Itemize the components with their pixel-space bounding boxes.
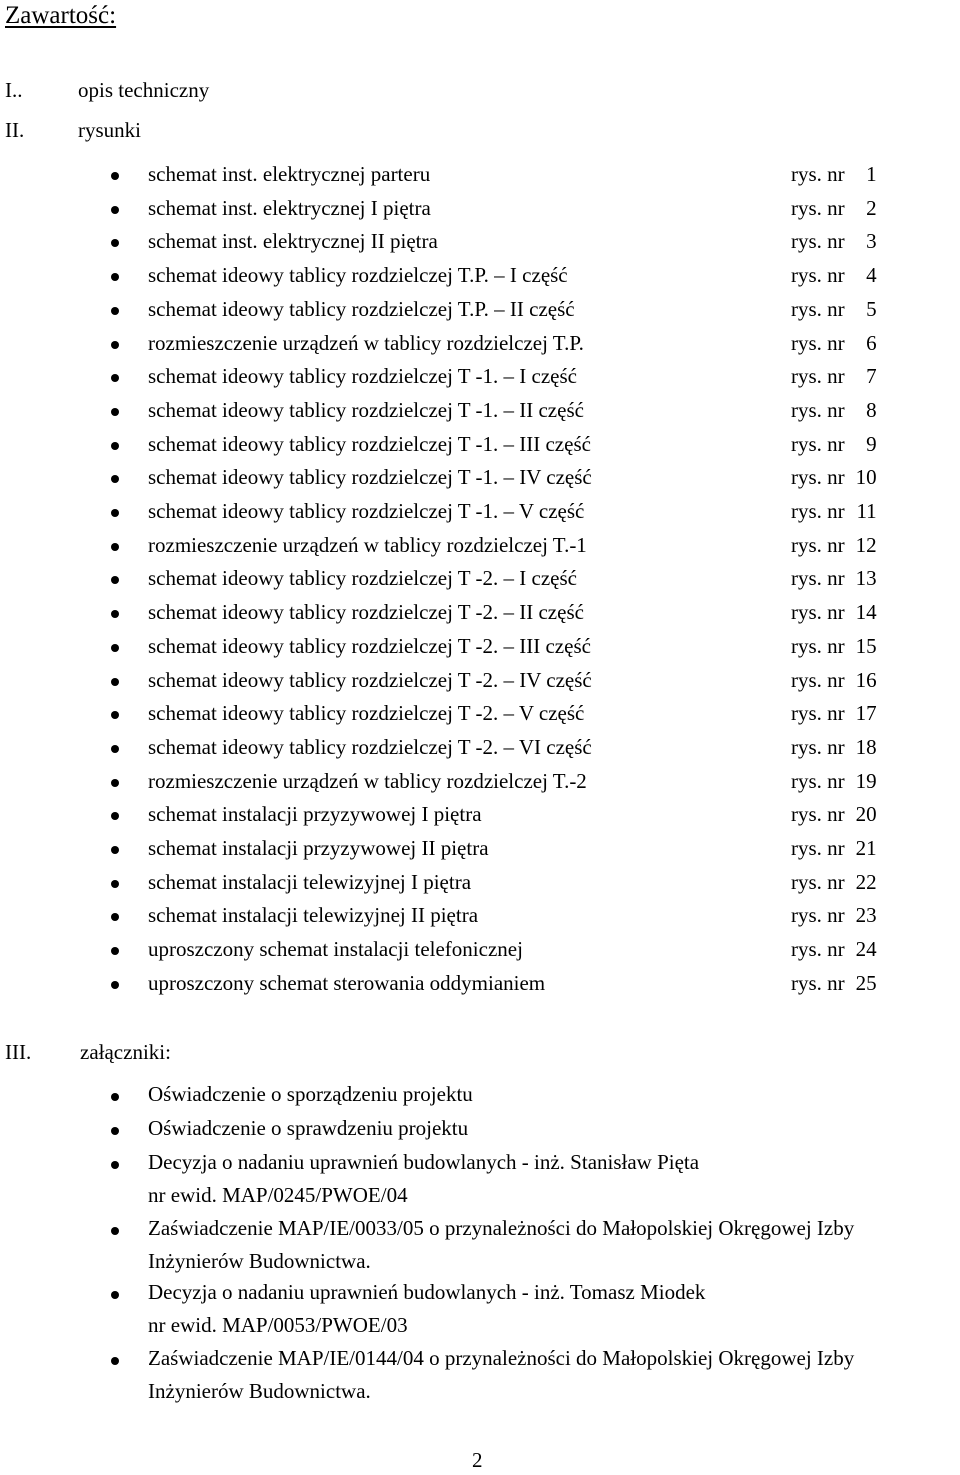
drawing-number: 11 (856, 499, 877, 523)
drawing-list-item (0, 799, 960, 829)
drawing-reference (791, 766, 877, 796)
section-1-label: opis techniczny (78, 78, 210, 102)
bullet-icon (111, 543, 119, 551)
bullet-icon (111, 947, 119, 955)
drawing-number: 1 (866, 162, 877, 186)
section-3-number: III. (5, 1040, 32, 1064)
drawing-list-item (0, 260, 960, 290)
bullet-icon (111, 307, 119, 315)
attachment-text-line: Zaświadczenie MAP/IE/0144/04 o przynależności do Małopolskiej Okręgowej Izby (148, 1346, 855, 1370)
drawing-list-item (0, 597, 960, 627)
drawing-list-item (0, 193, 960, 223)
bullet-icon (111, 711, 119, 719)
drawing-reference (791, 294, 877, 324)
attachment-text-line: nr ewid. MAP/0053/PWOE/03 (148, 1313, 408, 1337)
drawing-number: 16 (855, 667, 877, 692)
drawing-reference (791, 226, 877, 256)
bullet-icon (111, 1093, 119, 1101)
drawing-title: rozmieszczenie urządzeń w tablicy rozdzielczej T.P. (148, 330, 584, 355)
drawing-reference (791, 361, 877, 391)
drawing-ref-label: rys. nr (791, 768, 845, 793)
drawing-title: rozmieszczenie urządzeń w tablicy rozdzielczej T.-1 (148, 532, 587, 557)
drawing-number: 6 (866, 330, 877, 355)
bullet-icon (111, 1127, 119, 1135)
drawing-list-item (0, 462, 960, 492)
bullet-icon (111, 206, 119, 214)
bullet-icon (111, 475, 119, 483)
bullet-icon (111, 913, 119, 921)
drawing-title: schemat inst. elektrycznej parteru (148, 162, 431, 186)
section-3-label: załączniki: (80, 1040, 171, 1064)
drawing-ref-label: rys. nr (791, 330, 845, 355)
drawing-title: schemat ideowy tablicy rozdzielczej T -1. – V część (148, 499, 585, 523)
drawing-list-item (0, 900, 960, 930)
page-number: 2 (472, 1448, 483, 1472)
attachment-text-line: Zaświadczenie MAP/IE/0033/05 o przynależności do Małopolskiej Okręgowej Izby (148, 1216, 855, 1240)
attachment-text-line: Decyzja o nadaniu uprawnień budowlanych - inż. Stanisław Pięta (148, 1150, 700, 1174)
attachment-text-line: Oświadczenie o sprawdzeniu projektu (148, 1116, 469, 1140)
drawing-ref-label: rys. nr (791, 162, 845, 186)
bullet-icon (111, 779, 119, 787)
drawing-title: schemat ideowy tablicy rozdzielczej T -2. – IV część (148, 667, 592, 692)
drawing-number: 3 (866, 229, 877, 254)
bullet-icon (111, 644, 119, 652)
bullet-icon (111, 880, 119, 888)
attachment-text-line: Decyzja o nadaniu uprawnień budowlanych - inż. Tomasz Miodek (148, 1280, 706, 1304)
drawing-ref-label: rys. nr (791, 701, 845, 726)
drawing-reference (791, 462, 877, 492)
drawing-ref-label: rys. nr (791, 296, 845, 321)
bullet-icon (111, 1357, 119, 1365)
drawing-reference (791, 429, 877, 459)
bullet-icon (111, 273, 119, 281)
drawing-list-item (0, 934, 960, 964)
bullet-icon (111, 239, 119, 247)
drawing-title: schemat inst. elektrycznej I piętra (148, 195, 431, 220)
bullet-icon (111, 172, 119, 180)
drawing-number: 23 (855, 903, 877, 928)
bullet-icon (111, 576, 119, 584)
drawing-ref-label: rys. nr (791, 364, 845, 389)
drawing-ref-label: rys. nr (791, 802, 845, 827)
drawing-list-item (0, 159, 960, 189)
drawing-list-item (0, 563, 960, 593)
drawing-title: schemat inst. elektrycznej II piętra (148, 229, 438, 254)
drawing-reference (791, 530, 877, 560)
drawing-number: 2 (866, 195, 877, 220)
drawing-title: schemat ideowy tablicy rozdzielczej T -1. – II część (148, 397, 584, 422)
drawing-reference (791, 732, 877, 762)
drawing-number: 15 (855, 633, 877, 658)
drawing-reference (791, 799, 877, 829)
drawing-number: 5 (866, 296, 877, 321)
drawing-reference (791, 159, 877, 189)
drawing-number: 13 (855, 566, 877, 591)
drawing-title: schemat ideowy tablicy rozdzielczej T -1. – III część (148, 431, 591, 456)
drawing-title: uproszczony schemat sterowania oddymianiem (148, 970, 546, 995)
drawing-number: 14 (855, 600, 877, 625)
drawing-list-item (0, 530, 960, 560)
drawing-number: 10 (855, 465, 877, 490)
drawing-ref-label: rys. nr (791, 397, 845, 422)
bullet-icon (111, 408, 119, 416)
drawing-number: 17 (855, 701, 877, 726)
drawing-list-item (0, 496, 960, 526)
drawing-reference (791, 496, 877, 526)
drawing-number: 18 (855, 734, 877, 759)
drawing-title: schemat ideowy tablicy rozdzielczej T -1. – IV część (148, 465, 592, 490)
attachment-text-line: Inżynierów Budownictwa. (148, 1379, 371, 1403)
drawing-ref-label: rys. nr (791, 431, 845, 456)
section-1-number: I.. (5, 78, 23, 102)
drawing-title: schemat ideowy tablicy rozdzielczej T -2. – III część (148, 633, 591, 658)
drawing-title: schemat ideowy tablicy rozdzielczej T -2. – I część (148, 566, 577, 591)
bullet-icon (111, 509, 119, 517)
document-title: Zawartość: (5, 2, 117, 29)
bullet-icon (111, 1227, 119, 1235)
attachment-text-line: Inżynierów Budownictwa. (148, 1249, 371, 1273)
drawing-list-item (0, 631, 960, 661)
drawing-reference (791, 833, 877, 863)
drawing-reference (791, 900, 877, 930)
bullet-icon (111, 981, 119, 989)
drawing-reference (791, 665, 877, 695)
drawing-reference (791, 968, 877, 998)
drawing-number: 12 (855, 532, 877, 557)
drawing-reference (791, 193, 877, 223)
drawing-title: rozmieszczenie urządzeń w tablicy rozdzielczej T.-2 (148, 768, 587, 793)
bullet-icon (111, 374, 119, 382)
drawing-ref-label: rys. nr (791, 937, 845, 962)
drawing-title: schemat ideowy tablicy rozdzielczej T.P. – I część (148, 263, 568, 288)
drawing-list-item (0, 665, 960, 695)
drawing-number: 9 (866, 431, 877, 456)
bullet-icon (111, 1291, 119, 1299)
drawing-ref-label: rys. nr (791, 532, 845, 557)
drawing-ref-label: rys. nr (791, 869, 845, 894)
drawing-title: schemat instalacji przyzywowej I piętra (148, 802, 482, 827)
bullet-icon (111, 846, 119, 854)
drawing-list-item (0, 294, 960, 324)
drawing-ref-label: rys. nr (791, 734, 845, 759)
drawing-number: 25 (855, 970, 877, 995)
drawing-ref-label: rys. nr (791, 836, 845, 860)
drawing-title: schemat ideowy tablicy rozdzielczej T.P. – II część (148, 296, 575, 321)
drawing-title: schemat instalacji telewizyjnej II piętra (148, 903, 479, 928)
drawing-reference (791, 328, 877, 358)
bullet-icon (111, 812, 119, 820)
drawing-list-item (0, 732, 960, 762)
drawing-reference (791, 867, 877, 897)
drawing-reference (791, 260, 877, 290)
drawing-ref-label: rys. nr (791, 229, 845, 254)
bullet-icon (111, 610, 119, 618)
bullet-icon (111, 678, 119, 686)
drawing-number: 24 (855, 937, 877, 962)
drawing-ref-label: rys. nr (791, 195, 845, 220)
bullet-icon (111, 745, 119, 753)
drawing-title: schemat ideowy tablicy rozdzielczej T -2. – VI część (148, 734, 592, 759)
drawing-reference (791, 698, 877, 728)
drawing-reference (791, 563, 877, 593)
drawing-number: 20 (855, 802, 877, 827)
drawing-title: schemat ideowy tablicy rozdzielczej T -2. – II część (148, 600, 584, 625)
drawing-number: 4 (866, 263, 877, 288)
attachment-text-line: nr ewid. MAP/0245/PWOE/04 (148, 1183, 408, 1207)
drawing-ref-label: rys. nr (791, 465, 845, 490)
drawing-list-item (0, 328, 960, 358)
drawing-list-item (0, 429, 960, 459)
drawing-number: 19 (855, 768, 877, 793)
drawing-reference (791, 597, 877, 627)
drawing-ref-label: rys. nr (791, 600, 845, 625)
drawing-title: schemat ideowy tablicy rozdzielczej T -1. – I część (148, 364, 577, 389)
drawing-reference (791, 631, 877, 661)
drawing-number: 8 (866, 397, 877, 422)
drawing-list-item (0, 867, 960, 897)
section-2-number: II. (5, 118, 25, 142)
drawing-number: 22 (855, 869, 877, 894)
drawing-list-item (0, 766, 960, 796)
drawing-reference (791, 934, 877, 964)
drawing-list-item (0, 968, 960, 998)
drawing-list-item (0, 833, 960, 863)
drawing-title: schemat ideowy tablicy rozdzielczej T -2. – V część (148, 701, 585, 726)
drawing-list-item (0, 361, 960, 391)
drawing-ref-label: rys. nr (791, 633, 845, 658)
section-2-label: rysunki (78, 118, 141, 142)
drawing-title: uproszczony schemat instalacji telefonicznej (148, 937, 523, 962)
drawing-ref-label: rys. nr (791, 566, 845, 591)
bullet-icon (111, 1161, 119, 1169)
drawing-list-item (0, 698, 960, 728)
drawing-number: 21 (855, 836, 877, 860)
drawing-ref-label: rys. nr (791, 970, 845, 995)
drawing-number: 7 (866, 364, 877, 389)
drawing-reference (791, 395, 877, 425)
drawing-ref-label: rys. nr (791, 499, 845, 523)
attachment-text-line: Oświadczenie o sporządzeniu projektu (148, 1082, 473, 1106)
bullet-icon (111, 341, 119, 349)
drawing-title: schemat instalacji telewizyjnej I piętra (148, 869, 472, 894)
drawing-list-item (0, 226, 960, 256)
drawing-title: schemat instalacji przyzywowej II piętra (148, 836, 489, 860)
bullet-icon (111, 442, 119, 450)
drawing-ref-label: rys. nr (791, 903, 845, 928)
drawing-ref-label: rys. nr (791, 667, 845, 692)
drawing-ref-label: rys. nr (791, 263, 845, 288)
drawing-list-item (0, 395, 960, 425)
